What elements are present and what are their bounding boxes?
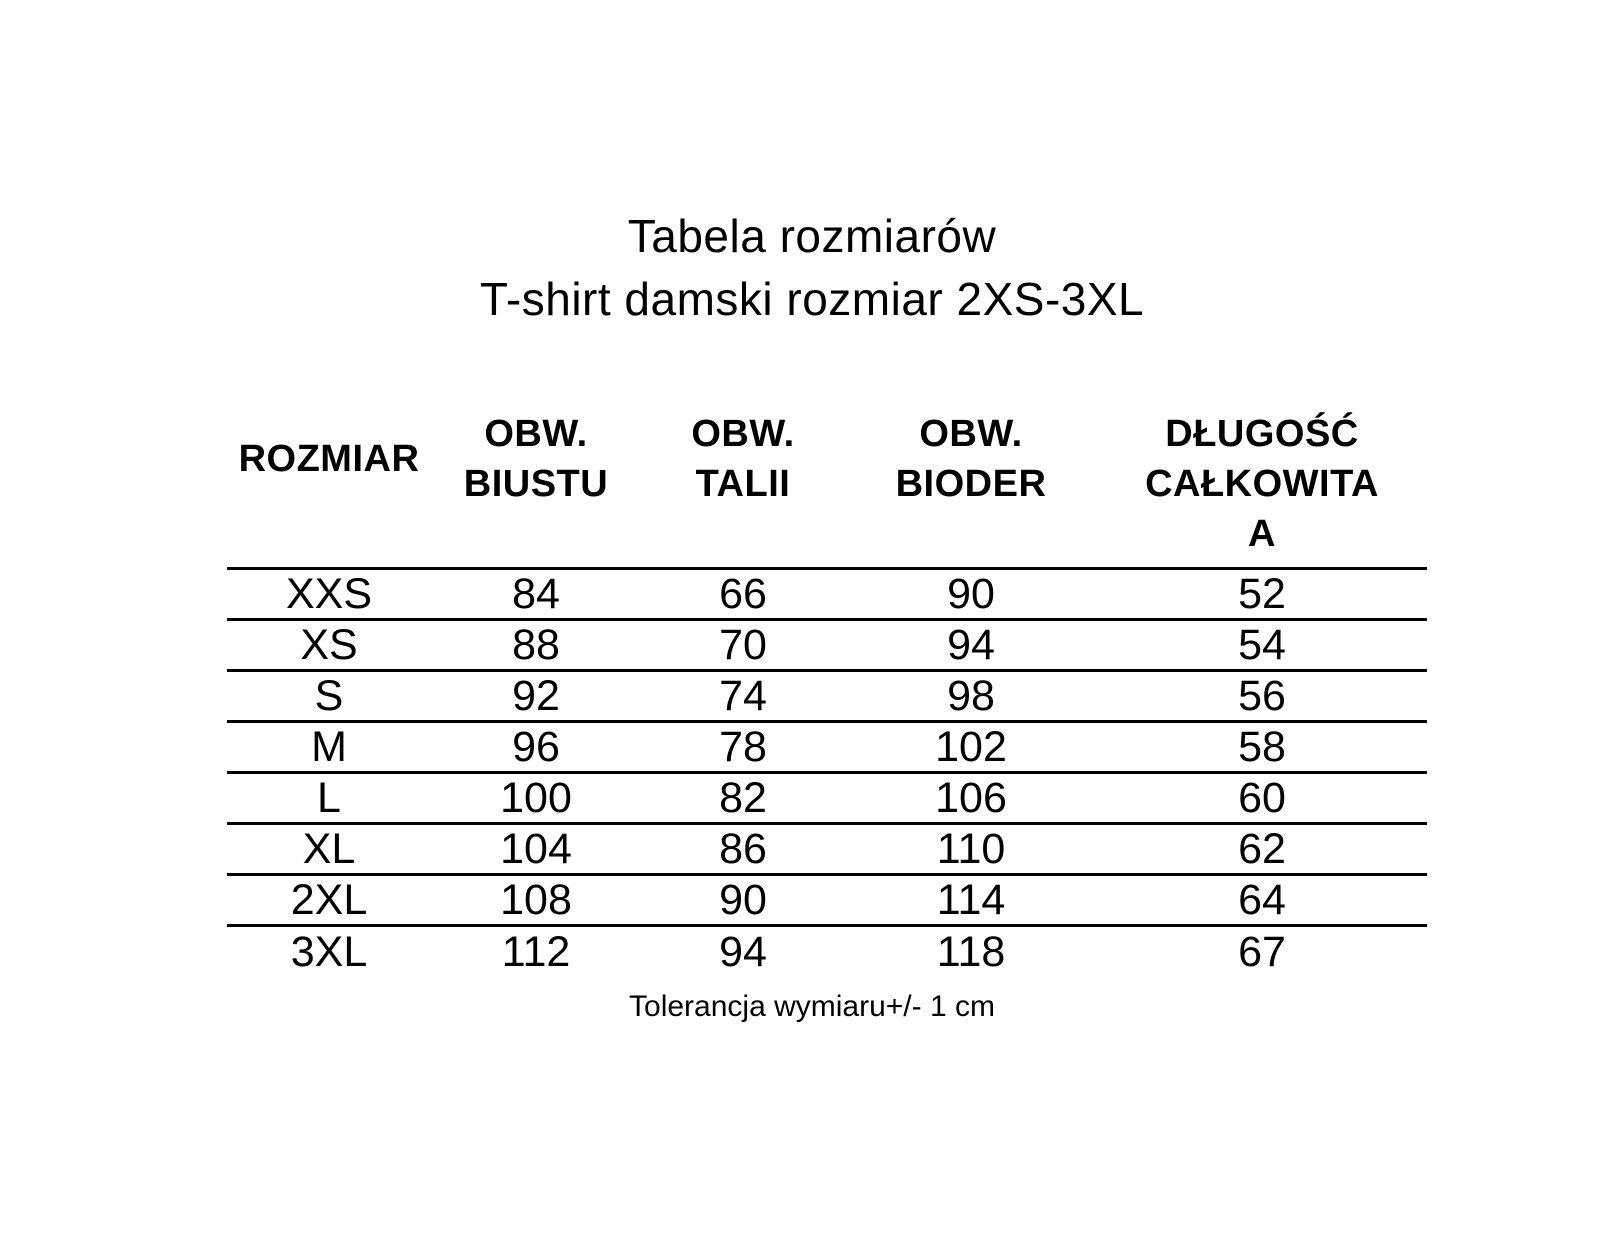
header-line: BIUSTU [463,463,609,505]
waist-cell: 86 [641,824,845,875]
length-cell: 56 [1097,671,1427,722]
table-row-xxs [227,569,1427,620]
header-cell-dlugosc-calkowita [1097,409,1427,569]
header-line: OBW. [691,413,795,455]
size-cell: XS [227,620,431,671]
header-row [227,409,1427,569]
hips-cell: 102 [845,722,1097,773]
table-row-s [227,671,1427,722]
hips-cell: 114 [845,875,1097,926]
length-cell: 60 [1097,773,1427,824]
bust-cell: 112 [501,927,571,976]
size-table [227,409,1427,977]
table-row-2xl [227,875,1427,926]
table-row-3xl [227,926,1427,977]
hips-cell: 118 [936,927,1006,976]
waist-cell: 94 [719,927,767,976]
size-cell: S [227,671,431,722]
length-cell: 54 [1097,620,1427,671]
header-line: ROZMIAR [238,438,420,480]
length-cell: 52 [1097,569,1427,620]
header-line: BIODER [895,463,1047,505]
header-cell-obw-biustu [431,409,641,569]
header-line: TALII [695,463,791,505]
table-row-l [227,773,1427,824]
bust-cell: 84 [431,569,641,620]
header-line: CAŁKOWITA [1145,463,1379,505]
bust-cell: 100 [431,773,641,824]
hips-cell: 110 [845,824,1097,875]
header-line: A [1248,513,1276,555]
header-cell-rozmiar [227,409,431,569]
page-title [0,205,1624,331]
bust-cell: 96 [431,722,641,773]
bust-cell: 104 [431,824,641,875]
header-cell-obw-talii [641,409,845,569]
waist-cell: 90 [641,875,845,926]
table-row-xl [227,824,1427,875]
length-cell: 64 [1097,875,1427,926]
waist-cell: 70 [641,620,845,671]
waist-cell: 74 [641,671,845,722]
header-line: OBW. [484,413,588,455]
length-cell: 62 [1097,824,1427,875]
waist-cell: 66 [641,569,845,620]
title-line-1: Tabela rozmiarów [627,210,997,262]
size-cell: XL [227,824,431,875]
hips-cell: 90 [845,569,1097,620]
size-cell: 3XL [290,927,368,976]
bust-cell: 92 [431,671,641,722]
length-cell: 58 [1097,722,1427,773]
title-line-2: T-shirt damski rozmiar 2XS-3XL [479,273,1145,325]
header-cell-obw-bioder [845,409,1097,569]
size-cell: M [227,722,431,773]
tolerance-note: Tolerancja wymiaru+/- 1 cm [629,989,995,1023]
header-line: DŁUGOŚĆ [1165,413,1359,455]
size-cell: L [227,773,431,824]
bust-cell: 88 [431,620,641,671]
hips-cell: 98 [845,671,1097,722]
bust-cell: 108 [431,875,641,926]
waist-cell: 78 [641,722,845,773]
size-table-head [227,409,1427,569]
hips-cell: 106 [845,773,1097,824]
table-row-m [227,722,1427,773]
waist-cell: 82 [641,773,845,824]
hips-cell: 94 [845,620,1097,671]
header-line: OBW. [919,413,1023,455]
size-cell: 2XL [227,875,431,926]
length-cell: 67 [1238,927,1286,976]
size-cell: XXS [227,569,431,620]
table-row-xs [227,620,1427,671]
size-table-body [227,569,1427,977]
